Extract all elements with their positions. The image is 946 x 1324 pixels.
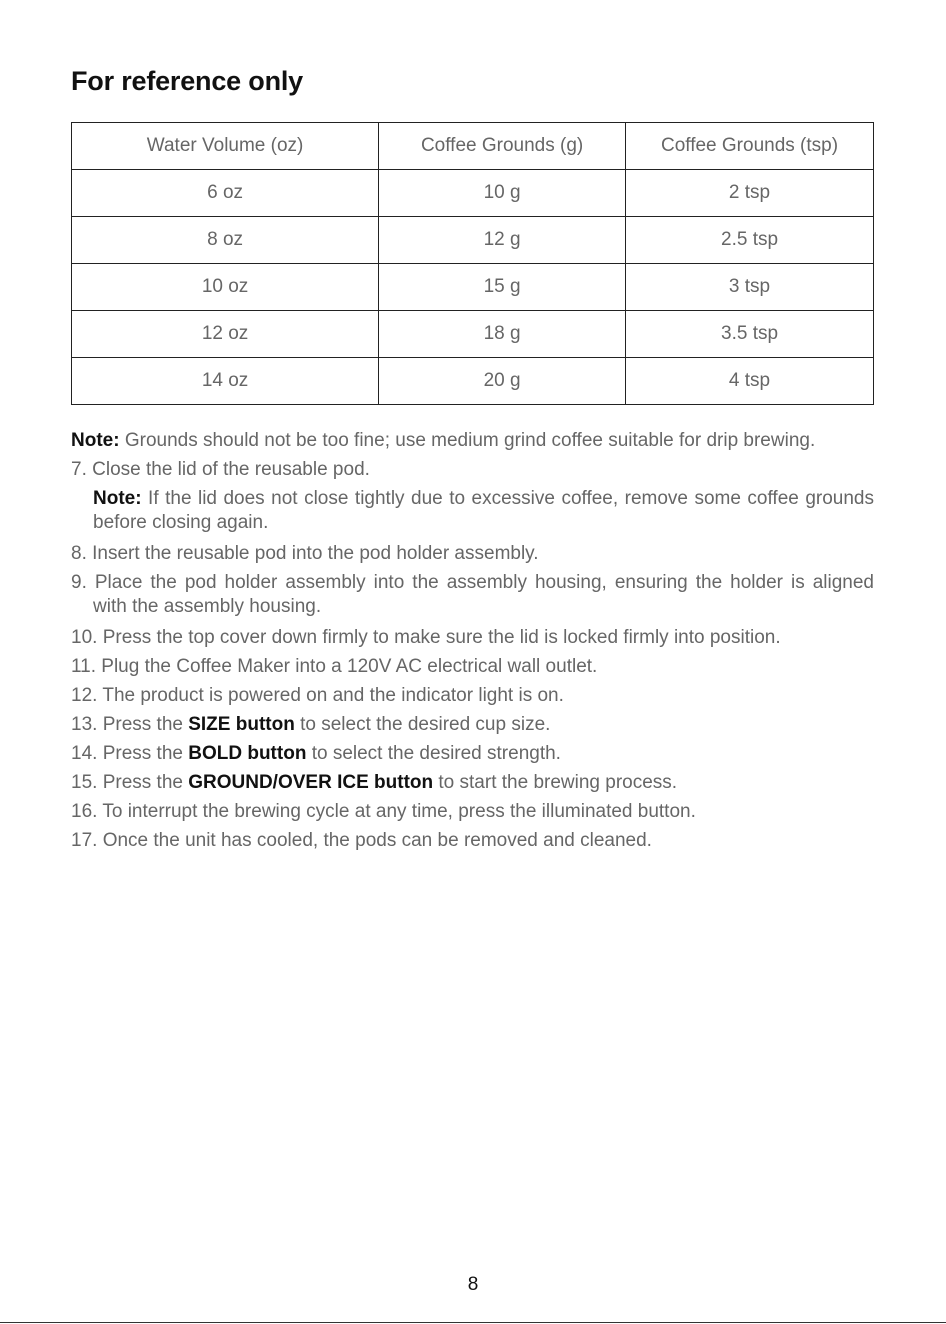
step-15 <box>71 768 874 797</box>
cell-grams: 18 g <box>379 311 626 358</box>
cell-tsp: 2 tsp <box>626 170 874 217</box>
step-14 <box>71 739 874 768</box>
cell-water: 6 oz <box>72 170 379 217</box>
cell-tsp: 3.5 tsp <box>626 311 874 358</box>
step-8: 8. Insert the reusable pod into the pod holder assembly. <box>71 543 539 564</box>
table-row <box>72 170 874 217</box>
table-row <box>72 311 874 358</box>
step-10: 10. Press the top cover down firmly to make sure the lid is locked firmly into position. <box>71 627 781 648</box>
header-water-volume: Water Volume (oz) <box>72 123 379 170</box>
note-grind <box>71 426 874 455</box>
page-heading: For reference only <box>71 66 303 96</box>
cell-tsp: 2.5 tsp <box>626 217 874 264</box>
note-label: Note: <box>71 430 120 451</box>
cell-water: 8 oz <box>72 217 379 264</box>
table-row <box>72 358 874 405</box>
note-text: Grounds should not be too fine; use medium grind coffee suitable for drip brewing. <box>119 430 816 451</box>
note-text: If the lid does not close tightly due to excessive coffee, remove some coffee grounds before closing again. <box>93 488 874 533</box>
ground-over-ice-button-label: GROUND/OVER ICE button <box>188 772 434 793</box>
bottom-divider <box>0 1322 946 1323</box>
step-13 <box>71 710 874 739</box>
instructions <box>71 426 874 855</box>
cell-water: 10 oz <box>72 264 379 311</box>
reference-table <box>71 122 874 405</box>
step-17: 17. Once the unit has cooled, the pods can be removed and cleaned. <box>71 830 652 851</box>
step-16: 16. To interrupt the brewing cycle at any time, press the illuminated button. <box>71 801 696 822</box>
step-text: to select the desired cup size. <box>294 714 551 735</box>
step-12: 12. The product is powered on and the indicator light is on. <box>71 685 564 706</box>
table-row <box>72 264 874 311</box>
step-11: 11. Plug the Coffee Maker into a 120V AC electrical wall outlet. <box>71 656 598 677</box>
step-text: 15. Press the <box>71 772 189 793</box>
page-number: 8 <box>467 1274 479 1295</box>
bold-button-label: BOLD button <box>188 743 307 764</box>
header-coffee-grams: Coffee Grounds (g) <box>379 123 626 170</box>
cell-grams: 12 g <box>379 217 626 264</box>
step-7: 7. Close the lid of the reusable pod. <box>71 459 370 480</box>
size-button-label: SIZE button <box>188 714 295 735</box>
cell-water: 12 oz <box>72 311 379 358</box>
cell-grams: 20 g <box>379 358 626 405</box>
table-header-row <box>72 123 874 170</box>
table-row <box>72 217 874 264</box>
cell-water: 14 oz <box>72 358 379 405</box>
cell-grams: 10 g <box>379 170 626 217</box>
step-9: 9. Place the pod holder assembly into the assembly housing, ensuring the holder is aligned with the assembly housing. <box>71 572 874 617</box>
header-coffee-tsp: Coffee Grounds (tsp) <box>626 123 874 170</box>
cell-tsp: 3 tsp <box>626 264 874 311</box>
step-text: to select the desired strength. <box>306 743 561 764</box>
note-label: Note: <box>93 488 142 509</box>
step-text: 13. Press the <box>71 714 189 735</box>
step-text: to start the brewing process. <box>433 772 678 793</box>
cell-tsp: 4 tsp <box>626 358 874 405</box>
note-lid <box>71 487 874 535</box>
cell-grams: 15 g <box>379 264 626 311</box>
step-text: 14. Press the <box>71 743 189 764</box>
